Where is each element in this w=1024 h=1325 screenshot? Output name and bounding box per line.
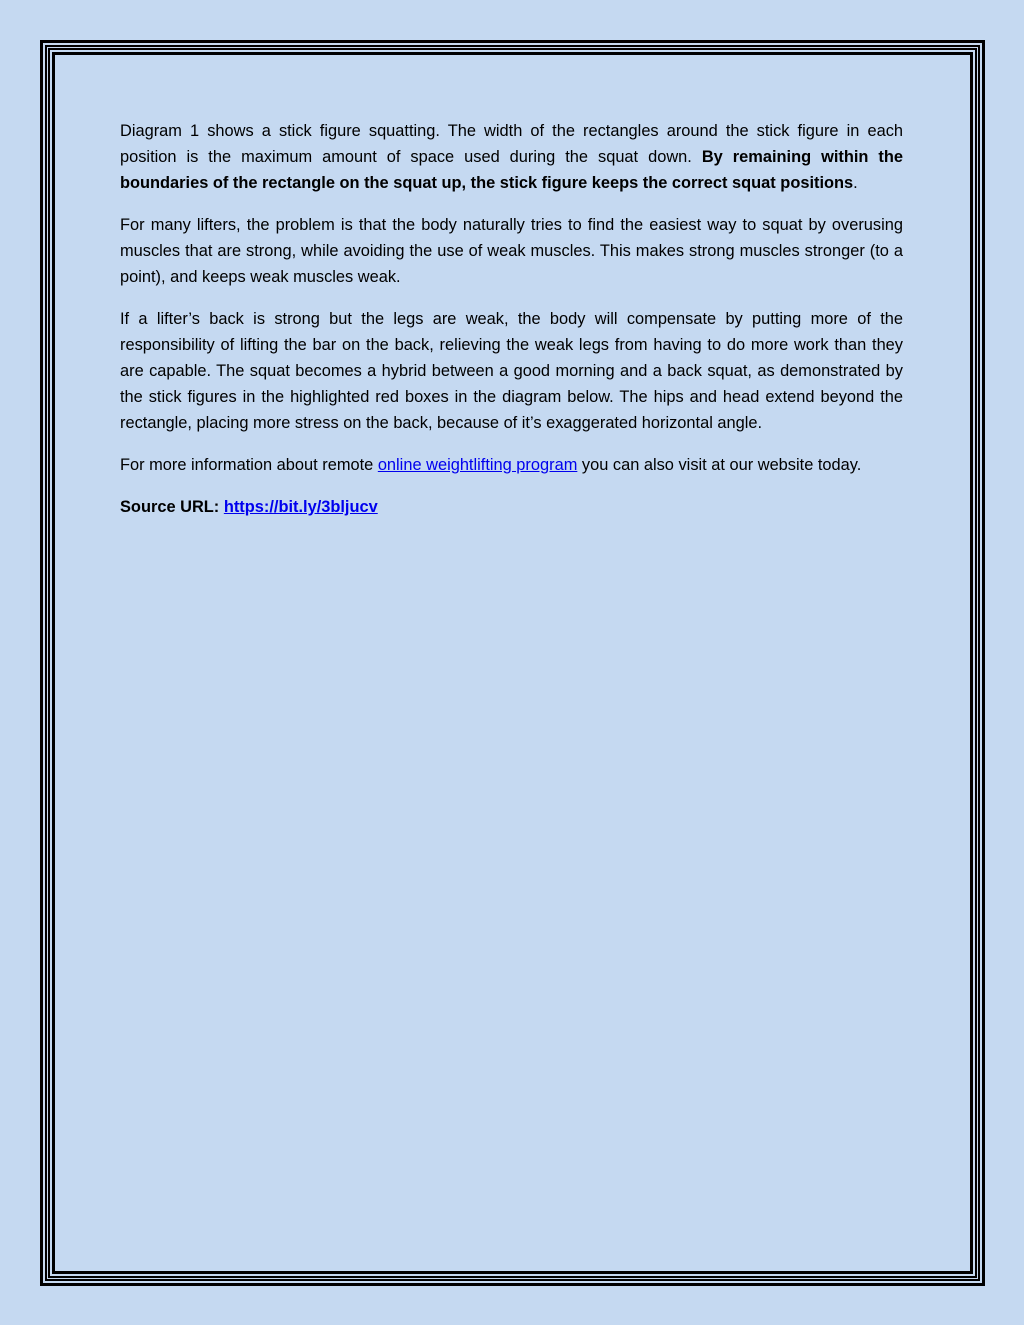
- more-info-text-before: For more information about remote: [120, 456, 378, 474]
- source-url-line: [120, 494, 903, 520]
- paragraph-weak-legs: If a lifter’s back is strong but the legs are weak, the body will compensate by putting more of the responsibility of lifting the bar on the back, relieving the weak legs from having to do more work than they are capable. The squat becomes a hybrid between a good morning and a back squat, as demonstrated by the stick figures in the highlighted red boxes in the diagram below. The hips and head extend beyond the rectangle, placing more stress on the back, because of it’s exaggerated horizontal angle.: [120, 310, 903, 432]
- source-url-label: Source URL:: [120, 498, 224, 516]
- paragraph-diagram-description: [120, 118, 903, 196]
- paragraph1-text: Diagram 1 shows a stick figure squatting. The width of the rectangles around the stick figure in each position is the maximum amount of space used during the squat down.: [120, 122, 903, 166]
- paragraph1-bold-text: By remaining within the boundaries of the rectangle on the squat up, the stick figure keeps the correct squat positions: [120, 148, 904, 192]
- source-url-link[interactable]: [224, 498, 378, 516]
- source-url-link-text: https://bit.ly/3bljucv: [223, 498, 378, 516]
- more-info-text-after: you can also visit at our website today.: [577, 456, 862, 474]
- paragraph1-end: .: [853, 174, 858, 192]
- document-body: [120, 118, 903, 536]
- weightlifting-program-link[interactable]: online weightlifting program: [377, 456, 578, 474]
- paragraph-lifters-problem: For many lifters, the problem is that the body naturally tries to find the easiest way to squat by overusing muscles that are strong, while avoiding the use of weak muscles. This makes strong muscles stronger (to a point), and keeps weak muscles weak.: [120, 216, 903, 286]
- paragraph-more-info: [120, 452, 903, 478]
